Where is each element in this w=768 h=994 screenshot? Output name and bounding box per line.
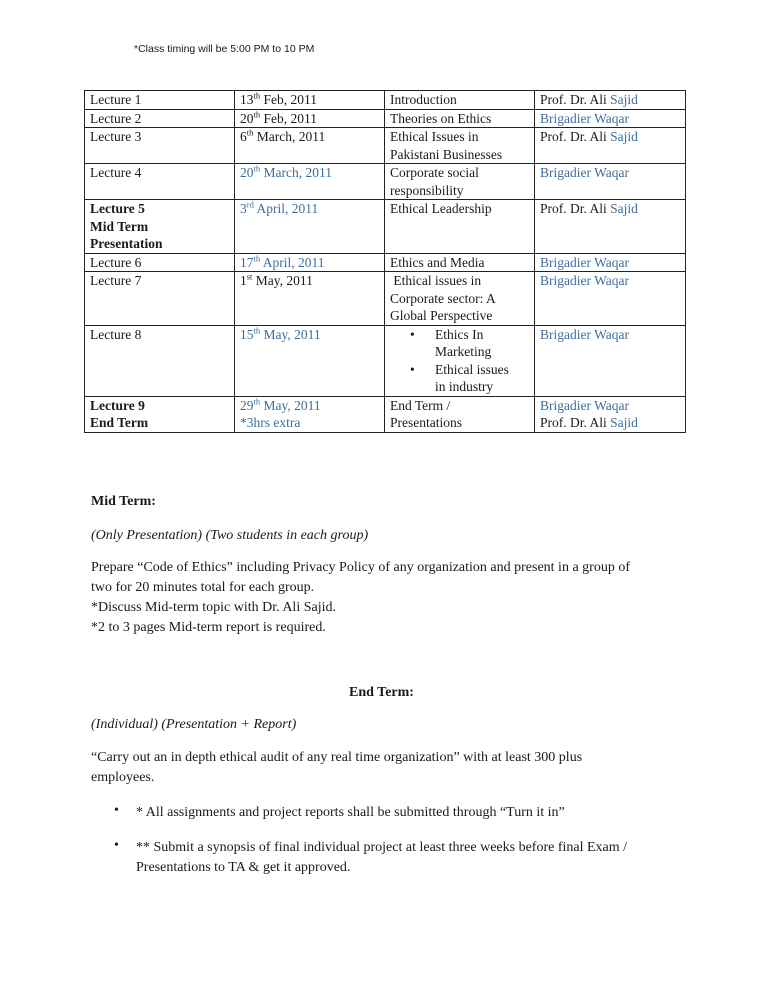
bullet-text: * All assignments and project reports shall be submitted through “Turn it in” xyxy=(136,805,565,820)
end-term-paragraph-line: employees. xyxy=(91,770,155,785)
mid-term-paragraph xyxy=(91,558,630,638)
mid-term-note-discuss: *Discuss Mid-term topic with Dr. Ali Sajid. xyxy=(91,600,336,615)
instructor-surname: Sajid xyxy=(610,415,638,430)
date-month-year: Feb, 2011 xyxy=(260,92,317,107)
lecture-label: Lecture 4 xyxy=(90,165,142,180)
bullet-text xyxy=(136,838,627,878)
date-value xyxy=(240,110,379,128)
date-value xyxy=(240,164,379,182)
mid-term-paragraph-line: two for 20 minutes total for each group. xyxy=(91,580,315,595)
bullet-icon: • xyxy=(114,838,119,853)
date-suffix: st xyxy=(246,271,253,282)
date-month-year: May, 2011 xyxy=(252,273,313,288)
instructor-name xyxy=(540,414,680,432)
mid-term-subtitle: (Only Presentation) (Two students in each group) xyxy=(91,528,369,543)
table-row xyxy=(85,128,686,164)
instructor-name xyxy=(540,272,680,290)
lecture-cell xyxy=(85,396,235,432)
instructor-name xyxy=(540,128,680,146)
date-suffix: rd xyxy=(246,199,254,210)
topic-line: Global Perspective xyxy=(390,308,493,323)
topic-cell xyxy=(385,200,535,254)
table-row xyxy=(85,272,686,326)
date-month-year: Feb, 2011 xyxy=(260,110,317,126)
bullet-icon: • xyxy=(114,803,119,818)
end-term-paragraph-line: “Carry out an in depth ethical audit of any real time organization” with at least 300 plus xyxy=(91,750,583,765)
instructor-surname: Sajid xyxy=(610,92,638,107)
lecture-label: Presentation xyxy=(90,236,163,251)
lecture-cell xyxy=(85,253,235,272)
topic-bullet-line: in industry xyxy=(435,379,494,394)
date-day: 6 xyxy=(240,129,247,144)
lecture-cell xyxy=(85,164,235,200)
mid-term-note-report: *2 to 3 pages Mid-term report is required. xyxy=(91,620,326,635)
date-cell xyxy=(235,272,385,326)
mid-term-heading: Mid Term: xyxy=(91,494,156,509)
table-row xyxy=(85,396,686,432)
date-cell xyxy=(235,325,385,396)
instructor-cell xyxy=(535,109,686,128)
topic-line: Theories on Ethics xyxy=(390,110,492,126)
instructor-cell xyxy=(535,164,686,200)
instructor-surname: Brigadier Waqar xyxy=(540,273,630,288)
topic-cell xyxy=(385,164,535,200)
lecture-label: Lecture 3 xyxy=(90,129,142,144)
date-suffix: th xyxy=(253,163,261,174)
date-month-year: March, 2011 xyxy=(260,165,332,180)
topic-line: responsibility xyxy=(390,182,464,198)
table-row xyxy=(85,325,686,396)
instructor-name xyxy=(540,164,680,182)
date-value xyxy=(240,91,379,109)
topic-bullet-list xyxy=(390,326,529,396)
instructor-title: Prof. Dr. Ali xyxy=(540,415,611,430)
date-value xyxy=(240,128,379,146)
end-term-heading: End Term: xyxy=(349,685,414,700)
topic-cell xyxy=(385,396,535,432)
instructor-surname: Brigadier Waqar xyxy=(540,110,630,126)
date-value xyxy=(240,397,379,415)
instructor-name xyxy=(540,91,680,109)
date-cell xyxy=(235,396,385,432)
lecture-cell xyxy=(85,109,235,128)
bullet-text-line: Presentations to TA & get it approved. xyxy=(136,860,351,875)
topic-line: Introduction xyxy=(390,92,457,107)
lecture-cell xyxy=(85,91,235,110)
table-row xyxy=(85,200,686,254)
lecture-label: Lecture 7 xyxy=(90,273,142,288)
lecture-label: End Term xyxy=(90,415,149,430)
end-term-subtitle: (Individual) (Presentation + Report) xyxy=(91,717,297,732)
instructor-title: Prof. Dr. Ali xyxy=(540,92,611,107)
instructor-cell xyxy=(535,396,686,432)
date-day: 15 xyxy=(240,326,254,342)
lecture-label: Lecture 8 xyxy=(90,326,142,342)
instructor-surname: Brigadier Waqar xyxy=(540,397,630,413)
date-day: 1 xyxy=(240,273,247,288)
topic-line: Ethical issues in xyxy=(390,273,482,288)
instructor-surname: Brigadier Waqar xyxy=(540,326,630,342)
topic-line: Presentations xyxy=(390,415,462,430)
instructor-cell xyxy=(535,200,686,254)
table-row xyxy=(85,109,686,128)
date-cell xyxy=(235,91,385,110)
bullet-text-line: ** Submit a synopsis of final individual project at least three weeks before final Exam / xyxy=(136,840,628,855)
date-value xyxy=(240,200,379,218)
topic-line: End Term / xyxy=(390,397,451,413)
topic-cell xyxy=(385,325,535,396)
instructor-surname: Brigadier Waqar xyxy=(540,165,630,180)
instructor-title: Prof. Dr. Ali xyxy=(540,129,611,144)
date-cell xyxy=(235,253,385,272)
topic-line: Pakistani Businesses xyxy=(390,146,503,162)
date-day: 13 xyxy=(240,92,254,107)
instructor-cell xyxy=(535,91,686,110)
date-month-year: March, 2011 xyxy=(253,129,326,144)
instructor-name xyxy=(540,326,680,344)
instructor-surname: Sajid xyxy=(610,129,638,144)
instructor-cell xyxy=(535,272,686,326)
end-term-paragraph xyxy=(91,748,582,788)
instructor-surname: Sajid xyxy=(610,201,638,216)
date-cell xyxy=(235,128,385,164)
instructor-title: Prof. Dr. Ali xyxy=(540,201,611,216)
date-month-year: April, 2011 xyxy=(260,254,325,270)
lecture-label: Lecture 2 xyxy=(90,110,142,126)
list-item xyxy=(390,326,529,361)
instructor-cell xyxy=(535,253,686,272)
date-suffix: th xyxy=(253,396,261,406)
lecture-label: Lecture 5 xyxy=(90,201,145,216)
date-suffix: th xyxy=(253,90,261,101)
topic-cell xyxy=(385,109,535,128)
date-day: 20 xyxy=(240,165,254,180)
topic-line: Corporate social xyxy=(390,165,479,180)
date-month-year: April, 2011 xyxy=(253,201,319,216)
date-suffix: th xyxy=(253,253,261,263)
topic-line: Ethical Issues in xyxy=(390,129,479,144)
date-value xyxy=(240,326,379,344)
date-suffix: th xyxy=(246,127,254,138)
lecture-label: Lecture 9 xyxy=(90,397,145,413)
date-suffix: th xyxy=(253,109,261,119)
topic-cell xyxy=(385,253,535,272)
topic-bullet-line: Marketing xyxy=(435,344,492,359)
date-cell xyxy=(235,164,385,200)
date-value xyxy=(240,272,379,290)
date-extra-note: *3hrs extra xyxy=(240,415,301,430)
instructor-name xyxy=(540,254,680,272)
class-timing-note: *Class timing will be 5:00 PM to 10 PM xyxy=(134,43,315,55)
instructor-cell xyxy=(535,128,686,164)
table-row xyxy=(85,164,686,200)
topic-line: Corporate sector: A xyxy=(390,290,496,306)
date-cell xyxy=(235,200,385,254)
topic-bullet-line: • Ethics In xyxy=(435,326,484,342)
lecture-cell xyxy=(85,200,235,254)
lecture-cell xyxy=(85,128,235,164)
topic-cell xyxy=(385,91,535,110)
date-day: 29 xyxy=(240,397,254,413)
date-suffix: th xyxy=(253,325,261,335)
schedule-body xyxy=(85,91,686,433)
instructor-cell xyxy=(535,325,686,396)
table-row xyxy=(85,253,686,272)
lecture-cell xyxy=(85,325,235,396)
topic-line: Ethical Leadership xyxy=(390,201,492,216)
date-day: 17 xyxy=(240,254,254,270)
mid-term-paragraph-line: Prepare “Code of Ethics” including Privacy Policy of any organization and present in a group of xyxy=(91,560,630,575)
list-item xyxy=(390,361,529,396)
instructor-surname: Brigadier Waqar xyxy=(540,254,630,270)
date-month-year: May, 2011 xyxy=(260,326,321,342)
date-month-year: May, 2011 xyxy=(260,397,321,413)
date-day: 20 xyxy=(240,110,254,126)
instructor-name xyxy=(540,200,680,218)
topic-bullet-line: • Ethical issues xyxy=(435,361,509,377)
lecture-label: Lecture 6 xyxy=(90,254,142,270)
lecture-label: Mid Term xyxy=(90,218,149,234)
date-value xyxy=(240,254,379,272)
lecture-schedule-table xyxy=(84,90,686,433)
instructor-name xyxy=(540,110,680,128)
topic-line: Ethics and Media xyxy=(390,254,485,270)
instructor-name xyxy=(540,397,680,415)
table-row xyxy=(85,91,686,110)
lecture-cell xyxy=(85,272,235,326)
topic-cell xyxy=(385,128,535,164)
topic-cell xyxy=(385,272,535,326)
lecture-label: Lecture 1 xyxy=(90,92,142,107)
date-cell xyxy=(235,109,385,128)
date-day: 3 xyxy=(240,201,247,216)
